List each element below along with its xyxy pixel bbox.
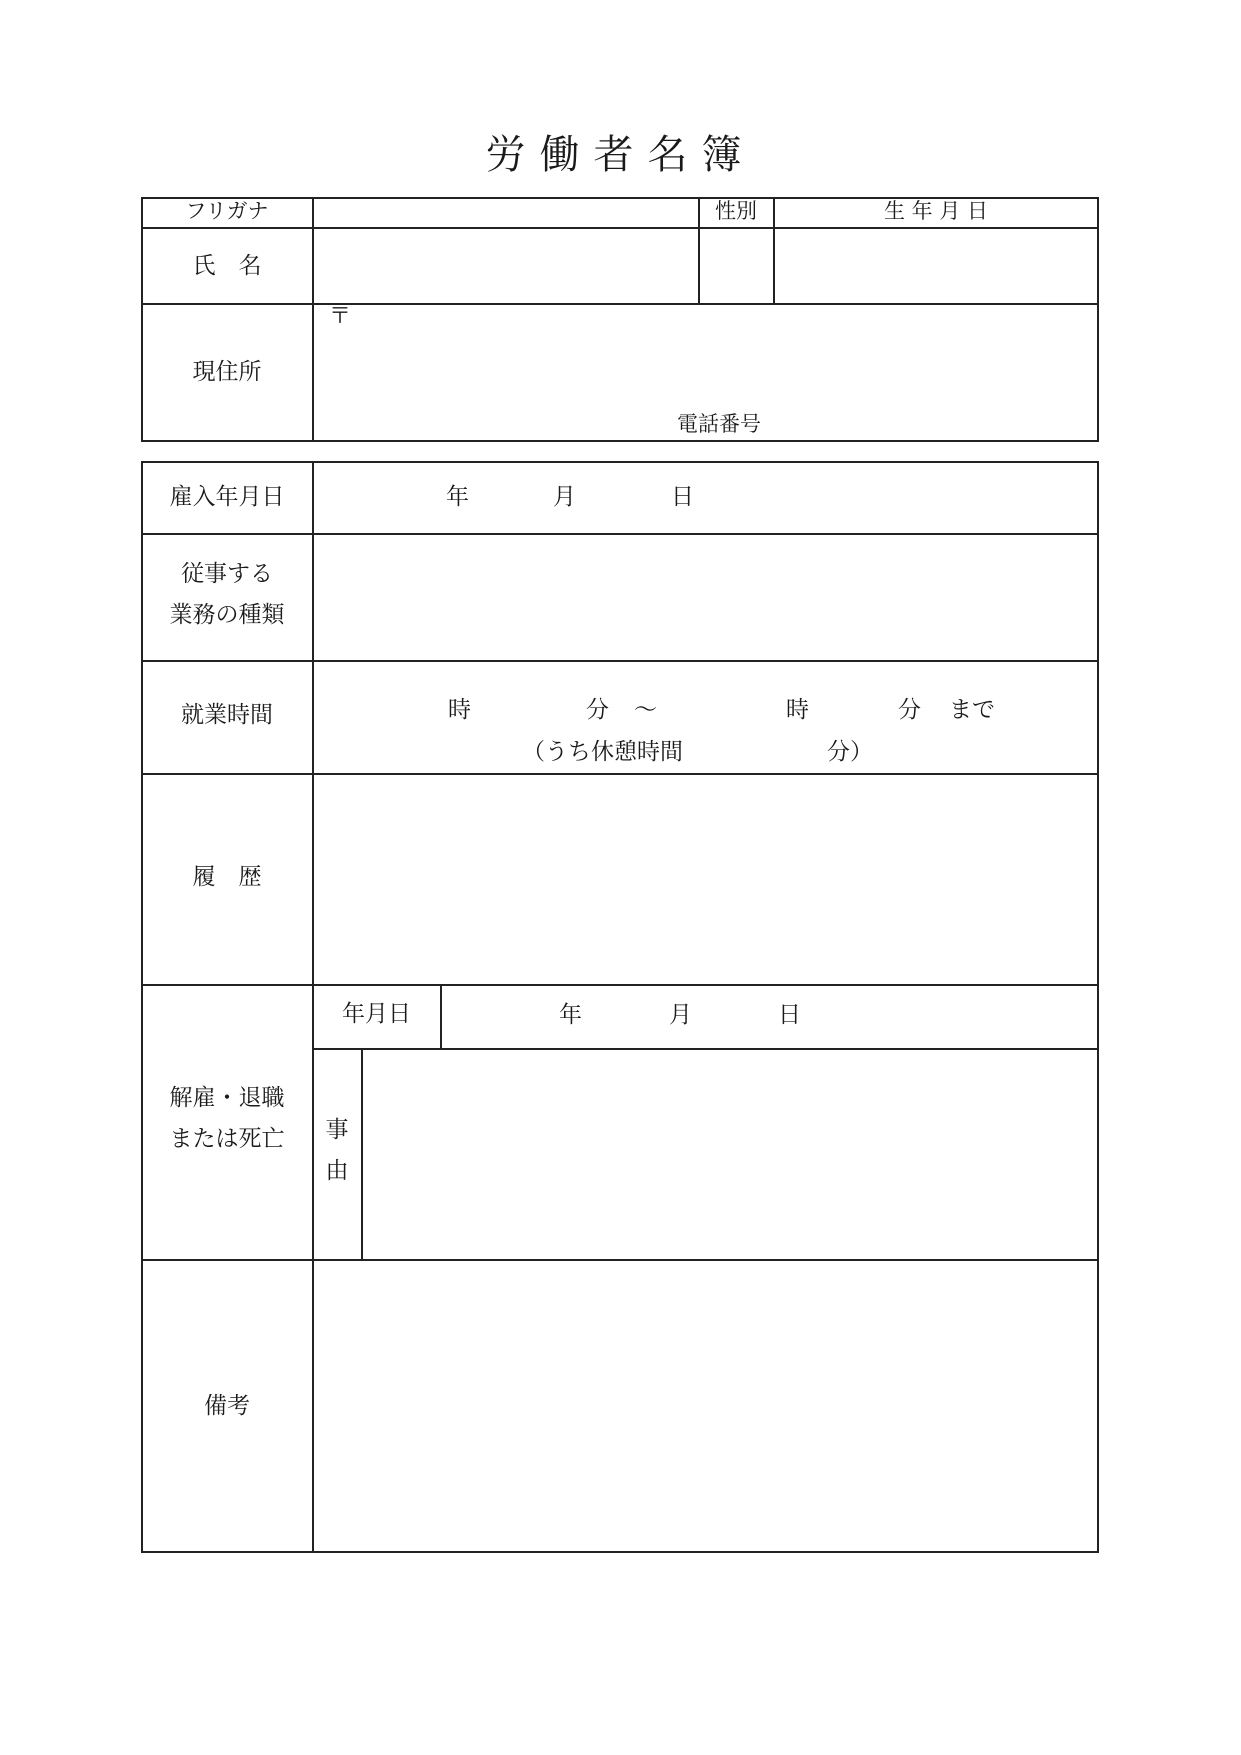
break-prefix-label: （うち休憩時間 <box>522 739 683 765</box>
phone-label: 電話番号 <box>677 412 761 436</box>
termination-date-label: 年月日 <box>342 1001 411 1027</box>
job-type-label-line2: 業務の種類 <box>169 602 285 628</box>
start-hour-label: 時 <box>448 697 471 723</box>
work-hours-label: 就業時間 <box>181 702 273 728</box>
sex-label: 性別 <box>715 199 757 223</box>
reason-field[interactable] <box>363 1050 1097 1258</box>
address-label: 現住所 <box>192 359 262 385</box>
reason-label-line2: 由 <box>325 1158 349 1184</box>
end-minute-label: 分 <box>898 697 921 723</box>
page-title: 労働者名簿 <box>485 132 756 178</box>
birthdate-label: 生 年 月 日 <box>883 199 989 223</box>
termination-month-label: 月 <box>669 1002 692 1028</box>
remarks-field[interactable] <box>314 1261 1097 1551</box>
hire-year-label: 年 <box>446 484 469 510</box>
termination-year-label: 年 <box>559 1002 582 1028</box>
end-hour-label: 時 <box>786 697 809 723</box>
termination-date-field[interactable] <box>442 986 1097 1047</box>
termination-label-line1: 解雇・退職 <box>169 1085 285 1111</box>
break-suffix-label: 分） <box>827 739 873 765</box>
history-label: 履 歴 <box>192 864 262 890</box>
sex-field[interactable] <box>700 229 772 302</box>
furigana-label: フリガナ <box>185 199 269 223</box>
hire-date-field[interactable] <box>314 463 1097 532</box>
birthdate-field[interactable] <box>775 229 1097 302</box>
postal-mark: 〒 <box>329 304 352 329</box>
furigana-field[interactable] <box>314 199 697 226</box>
job-type-label-line1: 従事する <box>181 561 273 587</box>
history-field[interactable] <box>314 775 1097 983</box>
termination-day-label: 日 <box>778 1002 801 1028</box>
job-type-field[interactable] <box>314 535 1097 659</box>
hire-day-label: 日 <box>671 484 694 510</box>
start-minute-label: 分 <box>586 697 609 723</box>
name-label: 氏 名 <box>192 253 262 279</box>
until-label: まで <box>949 697 995 723</box>
reason-label-line1: 事 <box>325 1117 349 1143</box>
remarks-label: 備考 <box>204 1393 250 1419</box>
hire-month-label: 月 <box>553 484 576 510</box>
name-field[interactable] <box>314 229 697 302</box>
address-field[interactable] <box>314 305 1097 405</box>
termination-label-line2: または死亡 <box>169 1126 285 1152</box>
tilde-separator: ～ <box>634 697 657 723</box>
hire-date-label: 雇入年月日 <box>169 484 285 510</box>
